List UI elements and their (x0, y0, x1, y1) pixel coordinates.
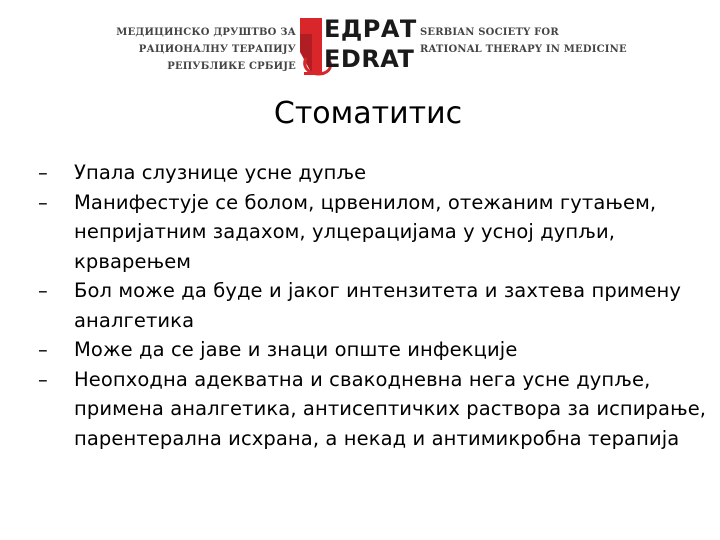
bullet-marker: – (38, 279, 48, 302)
logo-text-cyrillic: ЕДРАТ (324, 15, 417, 43)
bullet-text: Може да се јаве и знаци опште инфекције (74, 338, 518, 361)
bullet-item (38, 335, 718, 365)
bullet-item (38, 276, 718, 335)
society-name-english-line1: SERBIAN SOCIETY FOR (420, 27, 559, 38)
bullet-item (38, 365, 718, 454)
society-name-serbian (60, 24, 296, 75)
bullet-text: Неопходна адекватна и свакодневна нега усне дупље, примена аналгетика, антисептичких раствора за испирање, парентерална исхрана, а некад и антимикробна терапија (74, 367, 707, 450)
slide-title: Стоматитис (273, 96, 463, 131)
society-name-english (420, 24, 660, 58)
bullet-marker: – (38, 190, 48, 214)
logo-text-latin: EDRAT (324, 45, 415, 73)
bullet-marker: – (38, 161, 48, 184)
bullet-item (38, 188, 718, 277)
bullet-item (38, 158, 718, 188)
bullet-marker: – (38, 338, 48, 361)
bullet-text: Упала слузнице усне дупље (74, 161, 367, 184)
society-name-english-line2: RATIONAL THERAPY IN MEDICINE (420, 44, 627, 55)
society-name-serbian-line1: МЕДИЦИНСКО ДРУШТВО ЗА (116, 27, 296, 38)
society-name-serbian-line2: РАЦИОНАЛНУ ТЕРАПИЈУ РЕПУБЛИКЕ СРБИЈЕ (138, 44, 296, 72)
bullet-text: Бол може да буде и јаког интензитета и захтева примену аналгетика (74, 279, 681, 332)
bullet-marker: – (38, 367, 48, 391)
bullet-list (38, 158, 718, 453)
bullet-text: Манифестује се болом, црвенилом, отежаним гутањем, непријатним задахом, улцерацијама у усној дупљи, крварењем (74, 190, 657, 273)
society-logo (298, 14, 417, 80)
